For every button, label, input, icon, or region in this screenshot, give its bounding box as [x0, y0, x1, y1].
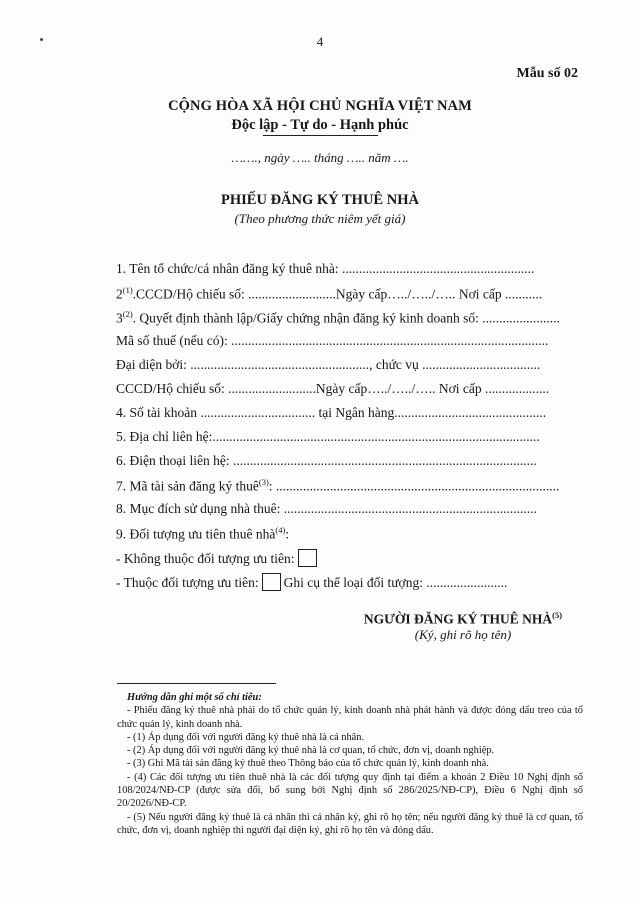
field-label: - Thuộc đối tượng ưu tiên:	[116, 575, 259, 590]
footnote-ref: (1)	[122, 285, 133, 295]
field-label: 7. Mã tài sản đăng ký thuê	[116, 478, 259, 494]
field-asset-code[interactable]	[116, 477, 559, 495]
motto-underline	[263, 135, 378, 136]
field-id-number[interactable]	[116, 285, 542, 303]
form-subtitle: (Theo phương thức niêm yết giá)	[234, 211, 406, 226]
signature-instruction: (Ký, ghi rõ họ tên)	[414, 627, 512, 642]
footnote-ref: (2)	[122, 309, 133, 319]
field-label: 9. Đối tượng ưu tiên thuê nhà	[116, 526, 276, 542]
footnote-item: - (5) Nếu người đăng ký thuê là cá nhân thì cá nhân ký, ghi rõ họ tên; nếu người đăng ký thuê là cơ quan, tổ chức, đơn vị, doanh nghiệp thì người đại diện ký, ghi rõ họ tên và đóng dấu.	[117, 811, 583, 836]
field-address[interactable]: 5. Địa chỉ liên hệ:.................................................................................................	[116, 429, 540, 444]
field-tax-code[interactable]: Mã số thuế (nếu có): ..............................................................................................	[116, 333, 549, 348]
footnote-item: - Phiếu đăng ký thuê nhà phải do tổ chức quản lý, kinh doanh nhà phát hành và được đóng dấu treo của tổ chức quản lý, kinh doanh nhà.	[117, 705, 583, 730]
field-business-license[interactable]	[116, 309, 560, 327]
form-title: PHIẾU ĐĂNG KÝ THUÊ NHÀ	[221, 192, 419, 208]
field-bank-account[interactable]: 4. Số tài khoản .................................. tại Ngân hàng.............................................	[116, 405, 547, 420]
signature-title	[318, 610, 608, 628]
page-number: 4	[316, 34, 324, 49]
field-label: .CCCD/Hộ chiếu số: ..........................Ngày cấp…../…../….. Nơi cấp ...........	[132, 286, 543, 302]
national-motto: Độc lập - Tự do - Hạnh phúc	[231, 117, 409, 133]
field-number: 3	[116, 310, 123, 326]
field-colon: :	[285, 526, 290, 542]
field-purpose[interactable]: 8. Mục đích sử dụng nhà thuê: ...........................................................................	[116, 501, 537, 516]
field-applicant-name[interactable]: 1. Tên tổ chức/cá nhân đăng ký thuê nhà: .........................................................	[116, 261, 535, 276]
field-representative[interactable]: Đại diện bởi: ....................................................., chức vụ ...................................	[116, 357, 541, 372]
footnote-divider	[117, 683, 276, 684]
field-phone[interactable]: 6. Điện thoại liên hệ: ..........................................................................................	[116, 453, 537, 468]
footnotes-title: Hướng dẫn ghi một số chỉ tiêu:	[127, 692, 262, 703]
field-number: 2	[116, 286, 123, 302]
footnote-item: - (3) Ghi Mã tài sản đăng ký thuê theo Thông báo của tổ chức quản lý, kinh doanh nhà.	[127, 758, 489, 770]
field-dots: : ....................................................................................	[268, 478, 560, 494]
not-priority-checkbox[interactable]	[298, 549, 317, 567]
footnote-item: - (1) Áp dụng đối với người đăng ký thuê nhà là cá nhân.	[127, 731, 365, 743]
footnote-item: - (4) Các đối tượng ưu tiên thuê nhà là các đối tượng quy định tại điểm a khoản 2 Điều 10 Nghị định số 108/2024/NĐ-CP (được sửa đổi, bổ sung bởi Nghị định số 286/2025/NĐ-CP), Điều 6 Nghị định số 20/2026/NĐ-CP.	[117, 771, 583, 810]
date-line: ……., ngày ….. tháng ….. năm ….	[231, 150, 409, 165]
priority-checkbox[interactable]	[262, 573, 281, 591]
footnote-ref: (5)	[552, 610, 563, 620]
field-label: . Quyết định thành lập/Giấy chứng nhận đăng ký kinh doanh số: .......................	[132, 310, 560, 326]
footnotes	[117, 691, 583, 837]
field-representative-id[interactable]: CCCD/Hộ chiếu số: ..........................Ngày cấp…../…../….. Nơi cấp ...................	[116, 381, 550, 396]
field-label: - Không thuộc đối tượng ưu tiên:	[116, 551, 295, 566]
form-code: Mẫu số 02	[516, 66, 578, 81]
national-title: CỘNG HÒA XÃ HỘI CHỦ NGHĨA VIỆT NAM	[168, 98, 472, 114]
footnote-ref: (4)	[275, 525, 286, 535]
field-priority-type[interactable]: Ghi cụ thể loại đối tượng: ........................	[283, 575, 508, 590]
footnote-item: - (2) Áp dụng đối với người đăng ký thuê nhà là cơ quan, tổ chức, đơn vị, doanh nghiệp.	[127, 745, 495, 757]
field-not-priority	[116, 549, 320, 567]
footnote-ref: (3)	[258, 477, 269, 487]
field-priority-heading	[116, 525, 289, 543]
signature-title-text: NGƯỜI ĐĂNG KÝ THUÊ NHÀ	[363, 611, 553, 627]
field-is-priority	[116, 573, 507, 591]
